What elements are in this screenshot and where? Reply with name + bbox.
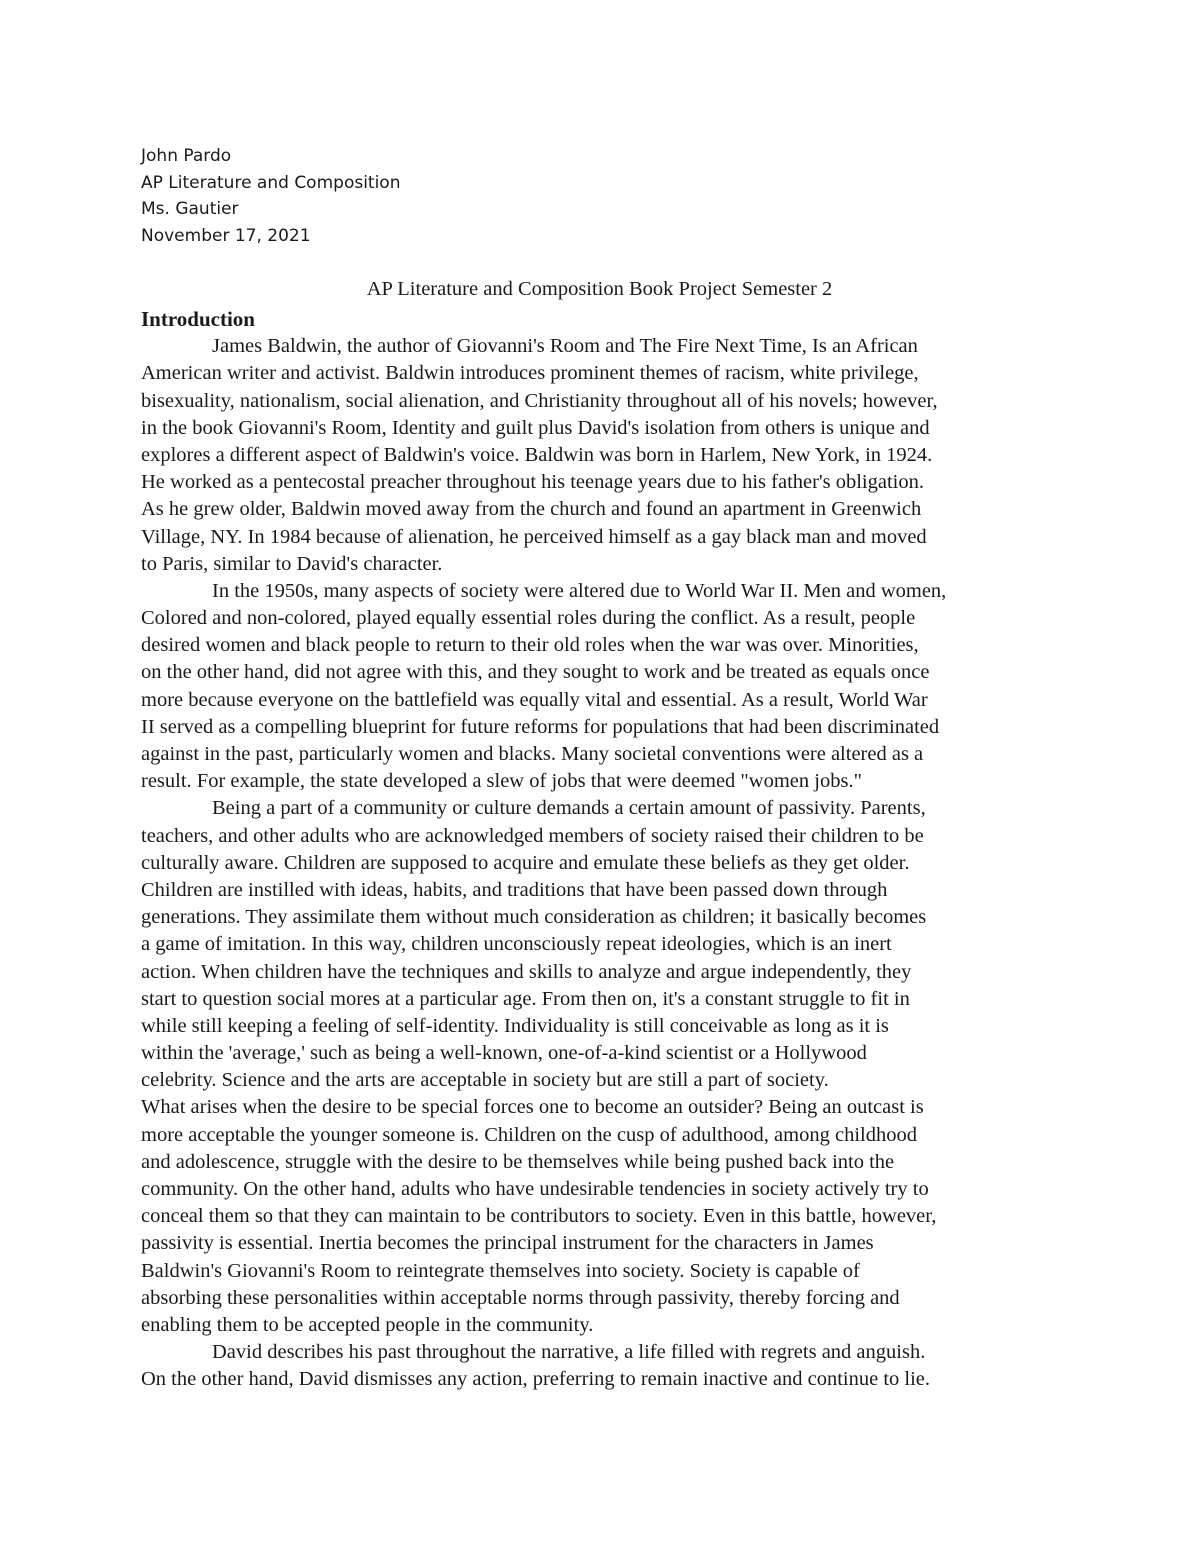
paragraph-line: absorbing these personalities within acceptable norms through passivity, thereby forcing and (141, 1286, 900, 1309)
paragraph-line: teachers, and other adults who are acknowledged members of society raised their children to be (141, 824, 924, 847)
paragraph-line: James Baldwin, the author of Giovanni's Room and The Fire Next Time, Is an African (212, 335, 918, 358)
paragraph-line: celebrity. Science and the arts are acceptable in society but are still a part of society. (141, 1069, 829, 1092)
paragraph-line: on the other hand, did not agree with this, and they sought to work and be treated as equals once (141, 661, 930, 684)
essay-body (141, 306, 1058, 1394)
paragraph-line: against in the past, particularly women and blacks. Many societal conventions were altered as a (141, 743, 924, 765)
paragraph-line: start to question social mores at a particular age. From then on, it's a constant struggle to fit in (141, 987, 910, 1010)
paragraph-line: while still keeping a feeling of self-identity. Individuality is still conceivable as long as it is (141, 1014, 889, 1037)
paragraph-line: Being a part of a community or culture demands a certain amount of passivity. Parents, (212, 797, 926, 820)
paragraph-line: As he grew older, Baldwin moved away from the church and found an apartment in Greenwich (141, 498, 922, 521)
paragraph-line: and adolescence, struggle with the desire to be themselves while being pushed back into the (141, 1150, 895, 1173)
paragraph-line: desired women and black people to return to their old roles when the war was over. Minorities, (141, 634, 919, 657)
paragraph-line: Children are instilled with ideas, habits, and traditions that have been passed down through (141, 878, 888, 901)
paragraph-line: to Paris, similar to David's character. (141, 552, 443, 575)
paragraph-line: David describes his past throughout the narrative, a life filled with regrets and anguish. (212, 1341, 926, 1364)
paragraph-line: within the 'average,' such as being a well-known, one-of-a-kind scientist or a Hollywood (141, 1042, 867, 1065)
paragraph-line: What arises when the desire to be special forces one to become an outsider? Being an outcast is (141, 1096, 924, 1119)
paragraph-line: explores a different aspect of Baldwin's voice. Baldwin was born in Harlem, New York, in 1924. (141, 443, 933, 466)
paragraph-line: On the other hand, David dismisses any action, preferring to remain inactive and continue to lie. (141, 1368, 931, 1391)
paragraph-line: culturally aware. Children are supposed to acquire and emulate these beliefs as they get older. (141, 851, 910, 874)
paragraph-line: enabling them to be accepted people in the community. (141, 1313, 594, 1336)
heading-block (141, 143, 400, 249)
author-name: John Pardo (141, 146, 232, 166)
paragraph-line: In the 1950s, many aspects of society were altered due to World War II. Men and women, (212, 579, 947, 602)
paragraph-line: conceal them so that they can maintain to be contributors to society. Even in this battle, however, (141, 1205, 937, 1228)
paragraph-line: passivity is essential. Inertia becomes the principal instrument for the characters in James (141, 1232, 874, 1255)
paragraph-line: generations. They assimilate them without much consideration as children; it basically becomes (141, 906, 927, 929)
paragraph-line: more because everyone on the battlefield was equally vital and essential. As a result, World War (141, 688, 928, 711)
course-name: AP Literature and Composition (141, 172, 401, 193)
paragraph-line: He worked as a pentecostal preacher throughout his teenage years due to his father's obligation. (141, 471, 924, 494)
teacher-name: Ms. Gautier (141, 199, 239, 220)
document-date: November 17, 2021 (141, 225, 311, 246)
paragraph-line: action. When children have the techniques and skills to analyze and argue independently, they (141, 960, 912, 983)
paragraph-line: Village, NY. In 1984 because of alienation, he perceived himself as a gay black man and moved (141, 525, 927, 548)
paragraph-line: II served as a compelling blueprint for future reforms for populations that had been discriminated (141, 715, 940, 738)
section-heading: Introduction (141, 307, 255, 331)
document-title: AP Literature and Composition Book Project Semester 2 (366, 278, 833, 300)
paragraph-line: a game of imitation. In this way, children unconsciously repeat ideologies, which is an inert (141, 933, 892, 956)
paragraph-line: result. For example, the state developed a slew of jobs that were deemed "women jobs." (141, 770, 862, 793)
paragraph-line: more acceptable the younger someone is. Children on the cusp of adulthood, among childhood (141, 1123, 917, 1146)
paragraph-line: community. On the other hand, adults who have undesirable tendencies in society actively try to (141, 1178, 929, 1200)
paragraph-line: American writer and activist. Baldwin introduces prominent themes of racism, white privilege, (141, 362, 919, 385)
paragraph-line: bisexuality, nationalism, social alienation, and Christianity throughout all of his novels; however, (141, 389, 938, 412)
paragraph-line: in the book Giovanni's Room, Identity and guilt plus David's isolation from others is unique and (141, 416, 930, 439)
paragraph-line: Colored and non-colored, played equally essential roles during the conflict. As a result, people (141, 607, 916, 630)
paragraph-line: Baldwin's Giovanni's Room to reintegrate themselves into society. Society is capable of (141, 1259, 860, 1282)
